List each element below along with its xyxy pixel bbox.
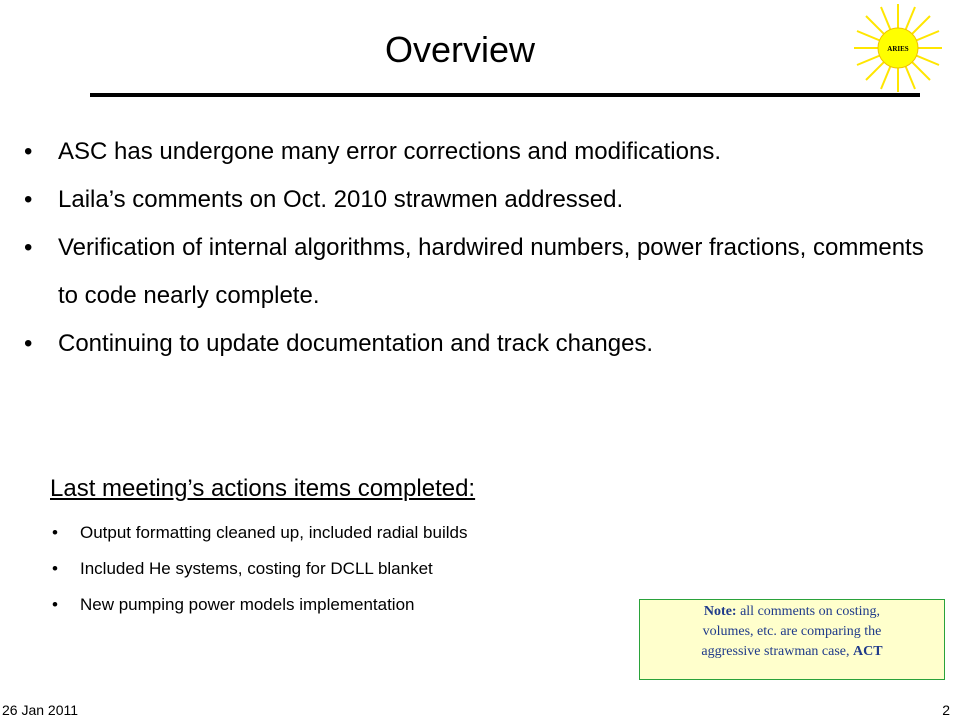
bullet-marker: • <box>24 234 33 261</box>
bullet-text: Verification of internal algorithms, hardwired numbers, power fractions, comments to code nearly complete. <box>58 234 924 309</box>
page-number: 2 <box>942 702 950 718</box>
note-box <box>639 599 945 680</box>
bullet-item <box>24 224 938 320</box>
actions-list <box>52 515 467 623</box>
bullet-text: Laila’s comments on Oct. 2010 strawmen addressed. <box>58 186 624 213</box>
note-text-line1: all comments on costing, <box>736 604 881 619</box>
action-item <box>52 551 467 587</box>
note-text-line2: volumes, etc. are comparing the <box>702 624 882 639</box>
overview-bullet-list <box>24 128 944 368</box>
actions-heading: Last meeting’s actions items completed: <box>50 475 476 502</box>
action-text: Included He systems, costing for DCLL blanket <box>80 559 433 578</box>
note-label: Note: <box>703 604 737 619</box>
footer-date: 26 Jan 2011 <box>2 702 79 718</box>
action-item <box>52 515 467 551</box>
logo-text: ARIES <box>887 45 909 53</box>
bullet-text: ASC has undergone many error corrections and modifications. <box>58 138 721 165</box>
title-divider <box>90 93 920 97</box>
bullet-marker: • <box>52 559 58 578</box>
action-text: New pumping power models implementation <box>80 595 415 614</box>
bullet-item <box>24 176 944 224</box>
bullet-marker: • <box>24 330 33 357</box>
bullet-item <box>24 320 944 368</box>
action-text: Output formatting cleaned up, included radial builds <box>80 523 468 542</box>
bullet-marker: • <box>24 186 33 213</box>
note-text-line3: aggressive strawman case, <box>701 644 854 659</box>
aries-sun-logo <box>852 2 944 94</box>
note-text-bold-end: ACT <box>853 644 883 659</box>
action-item <box>52 587 467 623</box>
bullet-text: Continuing to update documentation and track changes. <box>58 330 654 357</box>
bullet-marker: • <box>52 523 58 542</box>
bullet-item <box>24 128 944 176</box>
slide-title: Overview <box>384 29 536 70</box>
bullet-marker: • <box>24 138 33 165</box>
bullet-marker: • <box>52 595 58 614</box>
